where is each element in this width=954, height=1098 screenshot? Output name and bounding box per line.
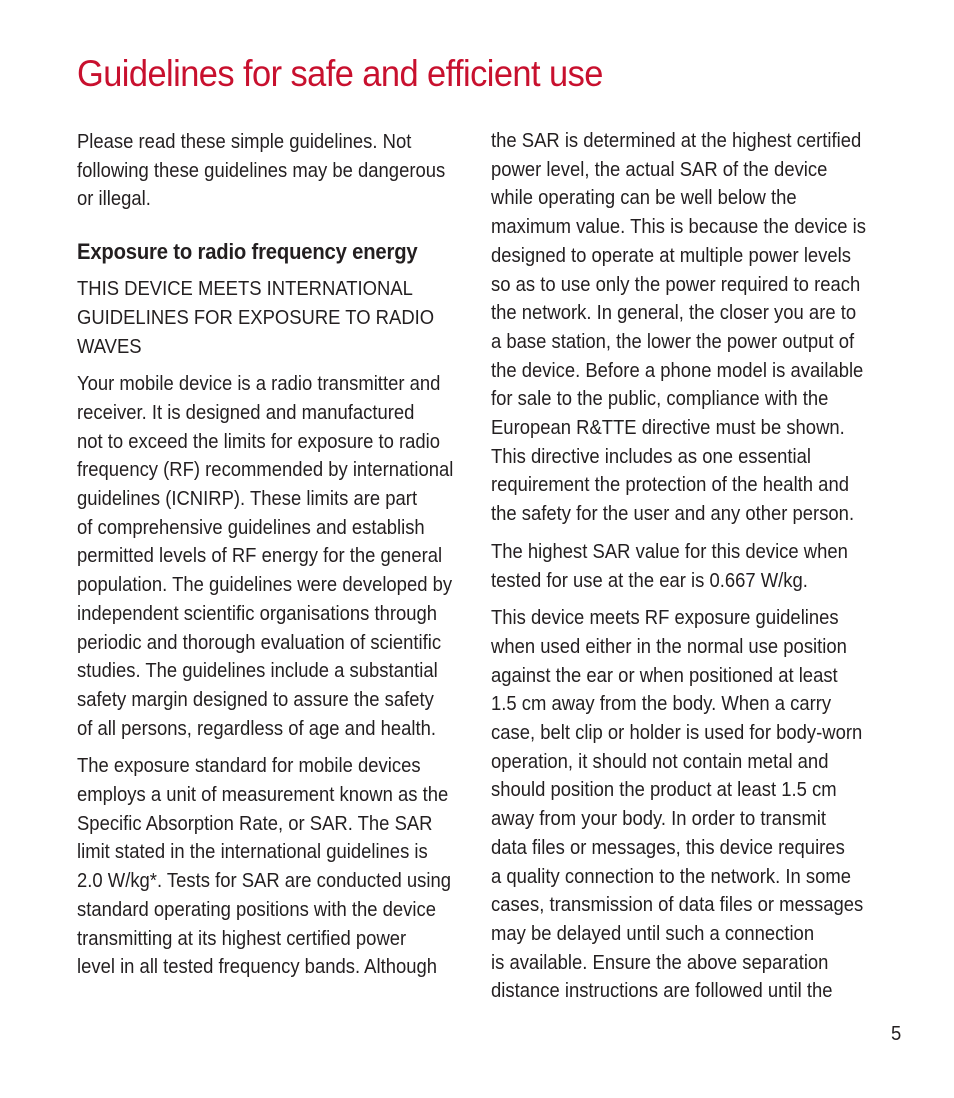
text-line: so as to use only the power required to reach <box>491 272 861 296</box>
text-line: data files or messages, this device requires <box>491 835 845 859</box>
section-heading: Exposure to radio frequency energy <box>77 239 418 265</box>
text-line: safety margin designed to assure the safety <box>77 687 434 711</box>
highest-sar-paragraph <box>491 538 876 595</box>
text-line: guidelines (ICNIRP). These limits are part <box>77 487 418 511</box>
intro-paragraph <box>77 128 455 214</box>
text-line: Your mobile device is a radio transmitter and <box>77 372 441 396</box>
sar-continued-paragraph <box>491 127 876 529</box>
text-line: or illegal. <box>77 187 151 211</box>
text-line: tested for use at the ear is 0.667 W/kg. <box>491 568 808 592</box>
text-line: level in all tested frequency bands. Although <box>77 955 438 979</box>
body-worn-paragraph <box>491 604 876 1006</box>
rf-transmitter-paragraph <box>77 370 455 743</box>
caps-notice <box>77 275 455 361</box>
text-line: transmitting at its highest certified power <box>77 926 407 950</box>
text-line: THIS DEVICE MEETS INTERNATIONAL <box>77 277 413 301</box>
text-line: employs a unit of measurement known as the <box>77 783 449 807</box>
text-line: should position the product at least 1.5 cm <box>491 778 837 802</box>
text-line: the SAR is determined at the highest certified <box>491 129 862 152</box>
text-line: This directive includes as one essential <box>491 444 811 468</box>
text-line: This device meets RF exposure guidelines <box>491 606 839 630</box>
page-title: Guidelines for safe and efficient use <box>77 53 603 94</box>
text-line: 1.5 cm away from the body. When a carry <box>491 692 832 716</box>
right-column <box>491 127 876 1015</box>
text-line: receiver. It is designed and manufactured <box>77 400 415 424</box>
text-line: independent scientific organisations through <box>77 601 438 625</box>
text-line: Please read these simple guidelines. Not <box>77 130 412 153</box>
text-line: requirement the protection of the health and <box>491 473 849 497</box>
text-line: operation, it should not contain metal and <box>491 749 829 773</box>
text-line: the network. In general, the closer you are to <box>491 301 857 325</box>
text-line: of all persons, regardless of age and health. <box>77 716 436 740</box>
text-line: designed to operate at multiple power levels <box>491 243 851 267</box>
text-line: not to exceed the limits for exposure to radio <box>77 429 441 453</box>
text-line: permitted levels of RF energy for the general <box>77 544 443 568</box>
text-line: Specific Absorption Rate, or SAR. The SAR <box>77 811 433 835</box>
text-line: for sale to the public, compliance with the <box>491 387 829 411</box>
text-line: against the ear or when positioned at least <box>491 663 838 687</box>
text-line: may be delayed until such a connection <box>491 921 815 945</box>
text-line: limit stated in the international guidelines is <box>77 840 428 864</box>
sar-standard-paragraph <box>77 752 455 982</box>
text-line: WAVES <box>77 334 142 358</box>
text-line: the device. Before a phone model is available <box>491 358 864 382</box>
text-line: the safety for the user and any other person. <box>491 502 855 526</box>
text-line: a quality connection to the network. In some <box>491 864 851 888</box>
text-line: studies. The guidelines include a substantial <box>77 659 438 683</box>
text-line: GUIDELINES FOR EXPOSURE TO RADIO <box>77 305 435 329</box>
text-line: 2.0 W/kg*. Tests for SAR are conducted using <box>77 869 451 893</box>
text-line: case, belt clip or holder is used for body-worn <box>491 721 863 745</box>
text-line: standard operating positions with the device <box>77 897 436 921</box>
text-line: distance instructions are followed until the <box>491 979 833 1003</box>
left-column <box>77 128 455 991</box>
text-line: European R&TTE directive must be shown. <box>491 416 845 440</box>
text-line: The highest SAR value for this device when <box>491 539 848 563</box>
text-line: frequency (RF) recommended by international <box>77 458 454 482</box>
text-line: a base station, the lower the power output of <box>491 329 855 353</box>
page-number: 5 <box>891 1022 902 1045</box>
text-line: following these guidelines may be dangerous <box>77 158 446 182</box>
text-line: cases, transmission of data files or messages <box>491 893 864 917</box>
text-line: while operating can be well below the <box>491 186 797 210</box>
text-line: of comprehensive guidelines and establish <box>77 515 425 539</box>
text-line: when used either in the normal use position <box>491 634 847 658</box>
text-line: away from your body. In order to transmit <box>491 807 826 831</box>
text-line: periodic and thorough evaluation of scientific <box>77 630 442 654</box>
text-line: is available. Ensure the above separation <box>491 950 829 974</box>
text-line: The exposure standard for mobile devices <box>77 754 421 778</box>
text-line: population. The guidelines were developed by <box>77 573 453 597</box>
text-line: maximum value. This is because the device is <box>491 215 866 239</box>
text-line: power level, the actual SAR of the device <box>491 157 828 181</box>
